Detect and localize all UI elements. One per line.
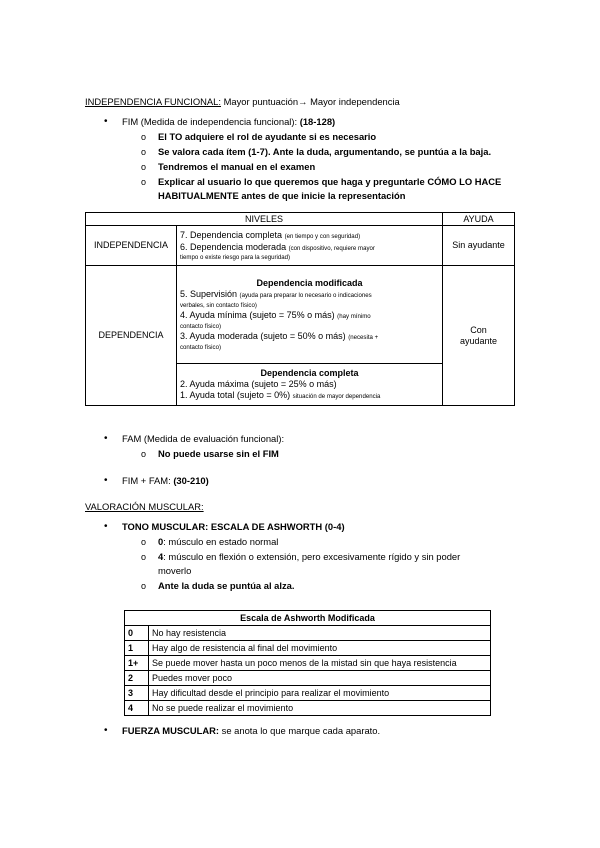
ashworth-score: 2	[125, 671, 149, 686]
fim-item-4-a: Explicar al usuario lo que queremos que haga y preguntarle	[158, 176, 428, 187]
ashworth-title: Escala de Ashworth Modificada	[125, 611, 491, 626]
fim-fam	[122, 475, 209, 487]
fim-fam-prefix: FIM + FAM:	[122, 475, 174, 486]
level-6-note: (con dispositivo, requiere mayor	[288, 244, 375, 252]
circle-bullet-icon: o	[141, 581, 147, 591]
level-1	[180, 390, 439, 402]
ashworth-score: 1	[125, 641, 149, 656]
level-3-note2: contacto físico)	[180, 343, 221, 351]
level-4	[180, 310, 439, 322]
cell-con-ayudante	[443, 266, 515, 406]
cell-independencia-levels	[177, 226, 443, 266]
fim-title	[122, 116, 335, 128]
level-4-text: 4. Ayuda mínima (sujeto = 75% o más)	[180, 309, 338, 320]
bullet-icon: •	[104, 521, 108, 532]
level-5-note: (ayuda para preparar lo necesario o indicaciones	[239, 291, 372, 299]
level-4-note2: contacto físico)	[180, 322, 221, 330]
level-3	[180, 331, 439, 343]
fim-fam-range: (30-210)	[173, 475, 209, 486]
con-ayudante-1: Con	[470, 324, 487, 335]
fim-range: (18-128)	[299, 116, 336, 127]
circle-bullet-icon: o	[141, 552, 147, 562]
level-5-note2: verbales, sin contacto físico)	[180, 301, 257, 309]
tono-item-4-num: 4	[158, 551, 164, 562]
fim-item-3: Tendremos el manual en el examen	[158, 161, 316, 172]
fuerza-label: FUERZA MUSCULAR:	[122, 725, 220, 736]
fuerza-text: se anota lo que marque cada aparato.	[219, 725, 381, 736]
level-6-text: 6. Dependencia moderada	[180, 241, 289, 252]
niveles-table	[85, 212, 515, 406]
level-7	[180, 230, 439, 242]
tono-item-0-text: : músculo en estado normal	[163, 536, 279, 547]
heading-independencia-label: INDEPENDENCIA FUNCIONAL:	[85, 96, 221, 107]
heading-independencia-rest2: Mayor independencia	[307, 96, 400, 107]
ashworth-description: Puedes mover poco	[149, 671, 491, 686]
ashworth-description: No hay resistencia	[149, 626, 491, 641]
level-3-text: 3. Ayuda moderada (sujeto = 50% o más)	[180, 330, 349, 341]
tono-item-last: Ante la duda se puntúa al alza.	[158, 580, 295, 591]
level-3-note: (necesita +	[348, 333, 379, 341]
header-niveles: NIVELES	[86, 213, 443, 226]
ashworth-description: No se puede realizar el movimiento	[149, 701, 491, 716]
ashworth-description: Hay dificultad desde el principio para realizar el movimiento	[149, 686, 491, 701]
bullet-icon: •	[104, 433, 108, 444]
ashworth-description: Se puede mover hasta un poco menos de la mistad sin que haya resistencia	[149, 656, 491, 671]
bullet-icon: •	[104, 475, 108, 486]
tono-item-0	[158, 536, 278, 548]
table-row	[125, 656, 491, 671]
level-5	[180, 289, 439, 301]
table-row	[125, 701, 491, 716]
circle-bullet-icon: o	[141, 162, 147, 172]
heading-valoracion: VALORACIÓN MUSCULAR:	[85, 501, 204, 512]
ashworth-score: 4	[125, 701, 149, 716]
tono-item-4-cont: moverlo	[158, 565, 192, 576]
cell-dependencia: DEPENDENCIA	[86, 266, 177, 406]
level-4-note: (hay mínimo	[337, 312, 371, 320]
arrow-icon: →	[298, 96, 308, 107]
fim-item-4-b: CÓMO LO HACE	[427, 176, 502, 187]
tono-item-4-text: : músculo en flexión o extensión, pero excesivamente rígido y sin poder	[163, 551, 461, 562]
cell-dependencia-completa	[177, 364, 443, 406]
fim-item-4-d: antes de que inicie la representación	[238, 190, 406, 201]
circle-bullet-icon: o	[141, 147, 147, 157]
tono-item-4	[158, 551, 460, 563]
fim-item-2: Se valora cada ítem (1-7). Ante la duda, argumentando, se puntúa a la baja.	[158, 146, 492, 157]
circle-bullet-icon: o	[141, 449, 147, 459]
table-row	[125, 626, 491, 641]
fim-prefix: FIM (Medida de independencia funcional):	[122, 116, 300, 127]
table-row	[125, 641, 491, 656]
subheader-dependencia-modificada: Dependencia modificada	[256, 277, 363, 288]
fim-item-4-c: HABITUALMENTE	[158, 190, 239, 201]
level-6	[180, 242, 439, 254]
cell-sin-ayudante: Sin ayudante	[443, 226, 515, 266]
cell-dependencia-modificada	[177, 266, 443, 364]
ashworth-score: 3	[125, 686, 149, 701]
fim-item-4	[158, 176, 501, 188]
ashworth-table	[124, 610, 491, 716]
table-row	[125, 686, 491, 701]
fim-item-4-cont	[158, 190, 405, 202]
con-ayudante-2: ayudante	[459, 335, 498, 346]
ashworth-score: 0	[125, 626, 149, 641]
circle-bullet-icon: o	[141, 132, 147, 142]
ashworth-description: Hay algo de resistencia al final del movimiento	[149, 641, 491, 656]
header-ayuda: AYUDA	[443, 213, 515, 226]
level-7-note: (en tiempo y con seguridad)	[284, 232, 361, 240]
ashworth-score: 1+	[125, 656, 149, 671]
level-1-note: situación de mayor dependencia	[292, 392, 381, 400]
cell-independencia: INDEPENDENCIA	[86, 226, 177, 266]
level-7-text: 7. Dependencia completa	[180, 229, 285, 240]
circle-bullet-icon: o	[141, 537, 147, 547]
fam-item: No puede usarse sin el FIM	[158, 448, 279, 459]
level-2: 2. Ayuda máxima (sujeto = 25% o más)	[180, 378, 337, 389]
subheader-dependencia-completa: Dependencia completa	[260, 367, 359, 378]
bullet-icon: •	[104, 725, 108, 736]
circle-bullet-icon: o	[141, 177, 147, 187]
heading-independencia-rest: Mayor puntuación	[220, 96, 299, 107]
tono-title: TONO MUSCULAR: ESCALA DE ASHWORTH (0-4)	[122, 521, 345, 532]
level-1-text: 1. Ayuda total (sujeto = 0%)	[180, 389, 293, 400]
level-6-note2: tiempo o existe riesgo para la seguridad)	[180, 253, 291, 261]
fuerza-line	[122, 725, 380, 737]
table-row	[125, 671, 491, 686]
bullet-icon: •	[104, 116, 108, 127]
level-5-text: 5. Supervisión	[180, 288, 240, 299]
fam-title: FAM (Medida de evaluación funcional):	[122, 433, 285, 444]
heading-independencia	[85, 96, 400, 108]
tono-item-0-num: 0	[158, 536, 164, 547]
fim-item-1: El TO adquiere el rol de ayudante si es necesario	[158, 131, 377, 142]
